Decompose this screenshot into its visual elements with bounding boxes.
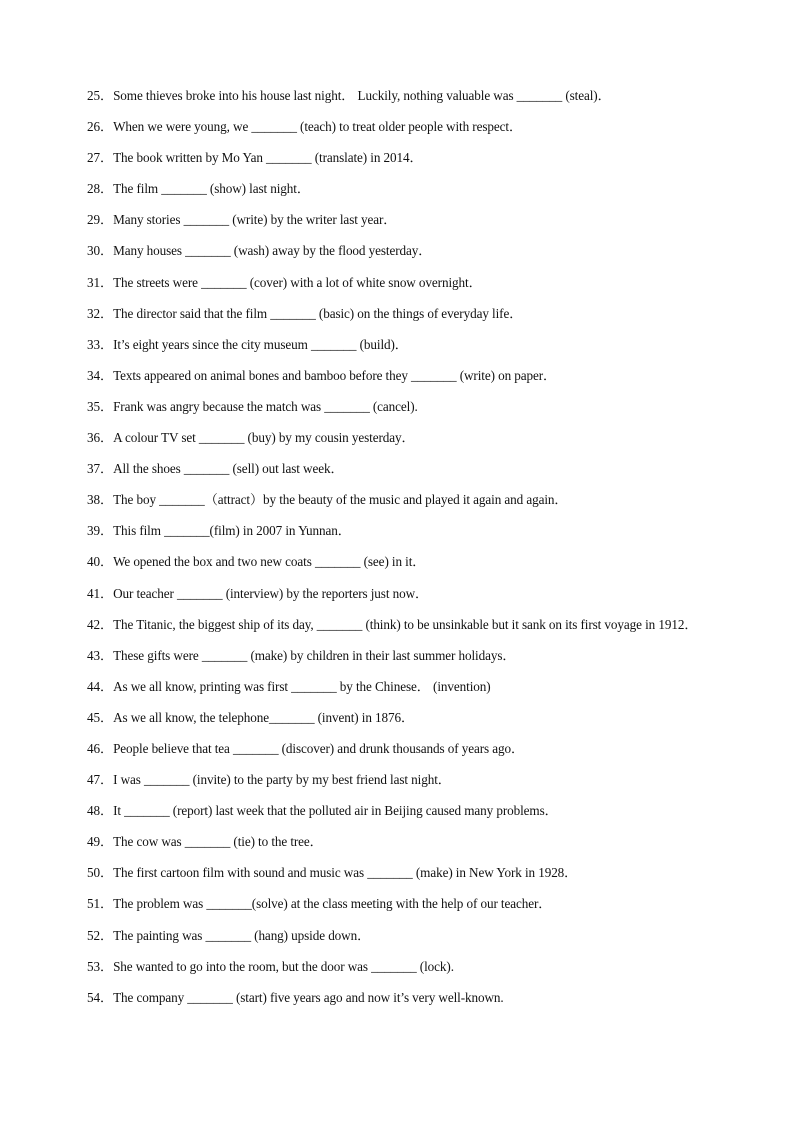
question-item: 31．The streets were _______ (cover) with a lot of white snow overnight． [87,274,482,290]
question-item: 36．A colour TV set _______ (buy) by my cousin yesterday． [87,430,415,446]
question-item: 47．I was _______ (invite) to the party by my best friend last night． [87,772,451,788]
question-item: 38．The boy _______（attract）by the beauty of the music and played it again and again． [87,492,568,508]
question-item: 26．When we were young, we _______ (teach) to treat older people with respect． [87,119,523,135]
question-item: 53．She wanted to go into the room, but the door was _______ (lock). [87,958,454,974]
question-item: 28．The film _______ (show) last night． [87,181,310,197]
question-item: 54．The company _______ (start) five years ago and now it’s very well-known. [87,989,504,1005]
question-item: 45．As we all know, the telephone_______ (invent) in 1876． [87,709,415,725]
question-item: 49．The cow was _______ (tie) to the tree． [87,834,323,850]
question-item: 32．The director said that the film _______ (basic) on the things of everyday life． [87,305,523,321]
question-item: 27．The book written by Mo Yan _______ (translate) in 2014． [87,150,423,166]
question-item: 44．As we all know, printing was first _______ by the Chinese． (invention) [87,678,491,694]
question-item: 43．These gifts were _______ (make) by children in their last summer holidays． [87,647,516,663]
question-item: 39．This film _______(film) in 2007 in Yunnan． [87,523,351,539]
question-item: 51．The problem was _______(solve) at the class meeting with the help of our teacher． [87,896,552,912]
question-item: 42．The Titanic, the biggest ship of its day, _______ (think) to be unsinkable but it sank on its first voyage in 1912． [87,616,698,632]
question-item: 30．Many houses _______ (wash) away by the flood yesterday． [87,243,432,259]
question-list [87,80,717,1013]
question-item: 37．All the shoes _______ (sell) out last week． [87,461,344,477]
question-item: 29．Many stories _______ (write) by the writer last year． [87,212,397,228]
question-item: 52．The painting was _______ (hang) upside down． [87,927,371,943]
question-item: 48．It _______ (report) last week that the polluted air in Beijing caused many problems． [87,803,558,819]
question-item: 50．The first cartoon film with sound and music was _______ (make) in New York in 1928． [87,865,578,881]
question-item: 34．Texts appeared on animal bones and bamboo before they _______ (write) on paper． [87,367,557,383]
question-item: 46．People believe that tea _______ (discover) and drunk thousands of years ago． [87,740,525,756]
question-item: 25．Some thieves broke into his house last night． Luckily, nothing valuable was _______ (steal)． [87,88,611,103]
question-item: 33．It’s eight years since the city museum _______ (build)． [87,336,408,352]
question-item: 41．Our teacher _______ (interview) by the reporters just now． [87,585,429,601]
question-item: 40．We opened the box and two new coats _______ (see) in it． [87,554,426,570]
question-item: 35．Frank was angry because the match was _______ (cancel). [87,398,418,414]
